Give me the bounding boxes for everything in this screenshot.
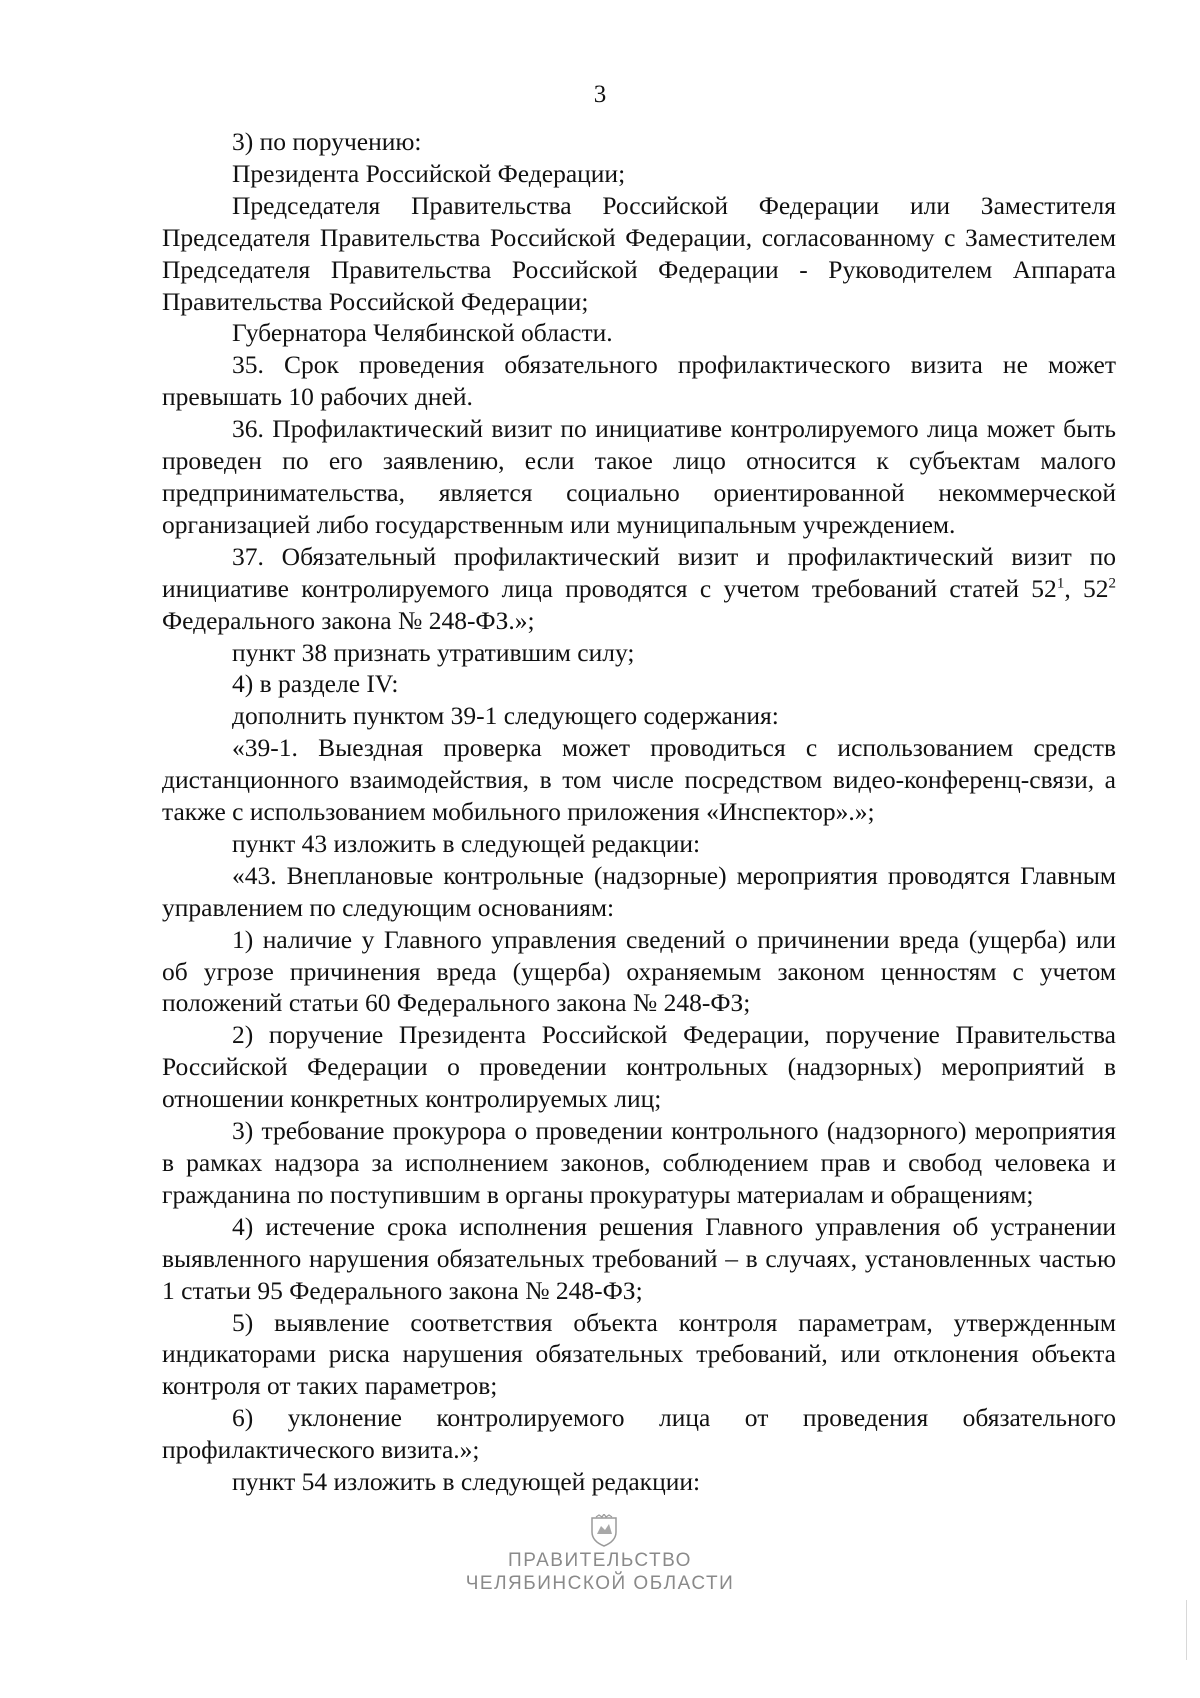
paragraph: 36. Профилактический визит по инициативе контролируемого лица может быть проведен по его заявлению, если такое лицо относится к субъектам малого предпринимательства, является социально ориентированной некоммерческой организацией либо государственным или муниципальным учреждением. <box>162 414 1116 539</box>
paragraph: 35. Срок проведения обязательного профилактического визита не может превышать 10 рабочих дней. <box>162 350 1116 412</box>
superscript: 2 <box>1108 575 1117 592</box>
government-stamp <box>0 1549 1200 1595</box>
paragraph: «43. Внеплановые контрольные (надзорные) мероприятия проводятся Главным управлением по следующим основаниям: <box>162 860 1116 922</box>
paragraph: 5) выявление соответствия объекта контроля параметрам, утвержденным индикаторами риска нарушения обязательных требований, или отклонения объекта контроля от таких параметров; <box>162 1307 1116 1401</box>
paragraph: Президента Российской Федерации; <box>232 158 626 188</box>
scan-edge-divider <box>1186 1600 1187 1660</box>
paragraph: 1) наличие у Главного управления сведений о причинении вреда (ущерба) или об угрозе причинения вреда (ущерба) охраняемым законом ценностям с учетом положений статьи 60 Федерального закона № 248-ФЗ; <box>162 924 1116 1018</box>
paragraph: 4) в разделе IV: <box>232 669 399 699</box>
paragraph-37 <box>162 541 1116 637</box>
paragraph: 3) по поручению: <box>232 127 422 156</box>
paragraph: 6) уклонение контролируемого лица от проведения обязательного профилактического визита.»; <box>162 1403 1116 1465</box>
paragraph: пункт 43 изложить в следующей редакции: <box>232 828 701 858</box>
stamp-line: ПРАВИТЕЛЬСТВО <box>508 1550 692 1571</box>
page-number: 3 <box>593 81 607 108</box>
p37-text: 37. Обязательный профилактический визит и профилактический визит по инициативе контролируемого лица проводятся с учетом требований статей 52 <box>162 541 1116 603</box>
p37-text: Федерального закона № 248-ФЗ.»; <box>162 605 535 635</box>
paragraph: пункт 38 признать утратившим силу; <box>232 637 635 667</box>
paragraph: 3) требование прокурора о проведении контрольного (надзорного) мероприятия в рамках надзора за исполнением законов, соблюдением прав и свобод человека и гражданина по поступившим в органы прокуратуры материалам и обращениям; <box>162 1116 1116 1209</box>
paragraph: «39-1. Выездная проверка может проводиться с использованием средств дистанционного взаимодействия, в том числе посредством видео-конференц-связи, а также с использованием мобильного приложения «Инспектор».»; <box>162 733 1116 827</box>
coat-of-arms-icon <box>587 1514 621 1548</box>
document-body <box>162 126 1116 1498</box>
superscript: 1 <box>1056 575 1065 592</box>
paragraph: пункт 54 изложить в следующей редакции: <box>232 1467 701 1497</box>
p37-text: , 52 <box>1064 573 1109 603</box>
paragraph: Председателя Правительства Российской Федерации или Заместителя Председателя Правительства Российской Федерации, согласованному с Заместителем Председателя Правительства Российской Федерации - Руководителем Аппарата Правительства Российской Федерации; <box>162 190 1116 316</box>
stamp-line: ЧЕЛЯБИНСКОЙ ОБЛАСТИ <box>465 1573 735 1594</box>
paragraph: 2) поручение Президента Российской Федерации, поручение Правительства Российской Федерации о проведении контрольных (надзорных) мероприятий в отношении конкретных контролируемых лиц; <box>162 1020 1116 1114</box>
paragraph: Губернатора Челябинской области. <box>232 318 613 348</box>
paragraph: дополнить пунктом 39-1 следующего содержания: <box>232 701 779 731</box>
paragraph: 4) истечение срока исполнения решения Главного управления об устранении выявленного нарушения обязательных требований – в случаях, установленных частью 1 статьи 95 Федерального закона № 248-ФЗ; <box>162 1211 1116 1305</box>
